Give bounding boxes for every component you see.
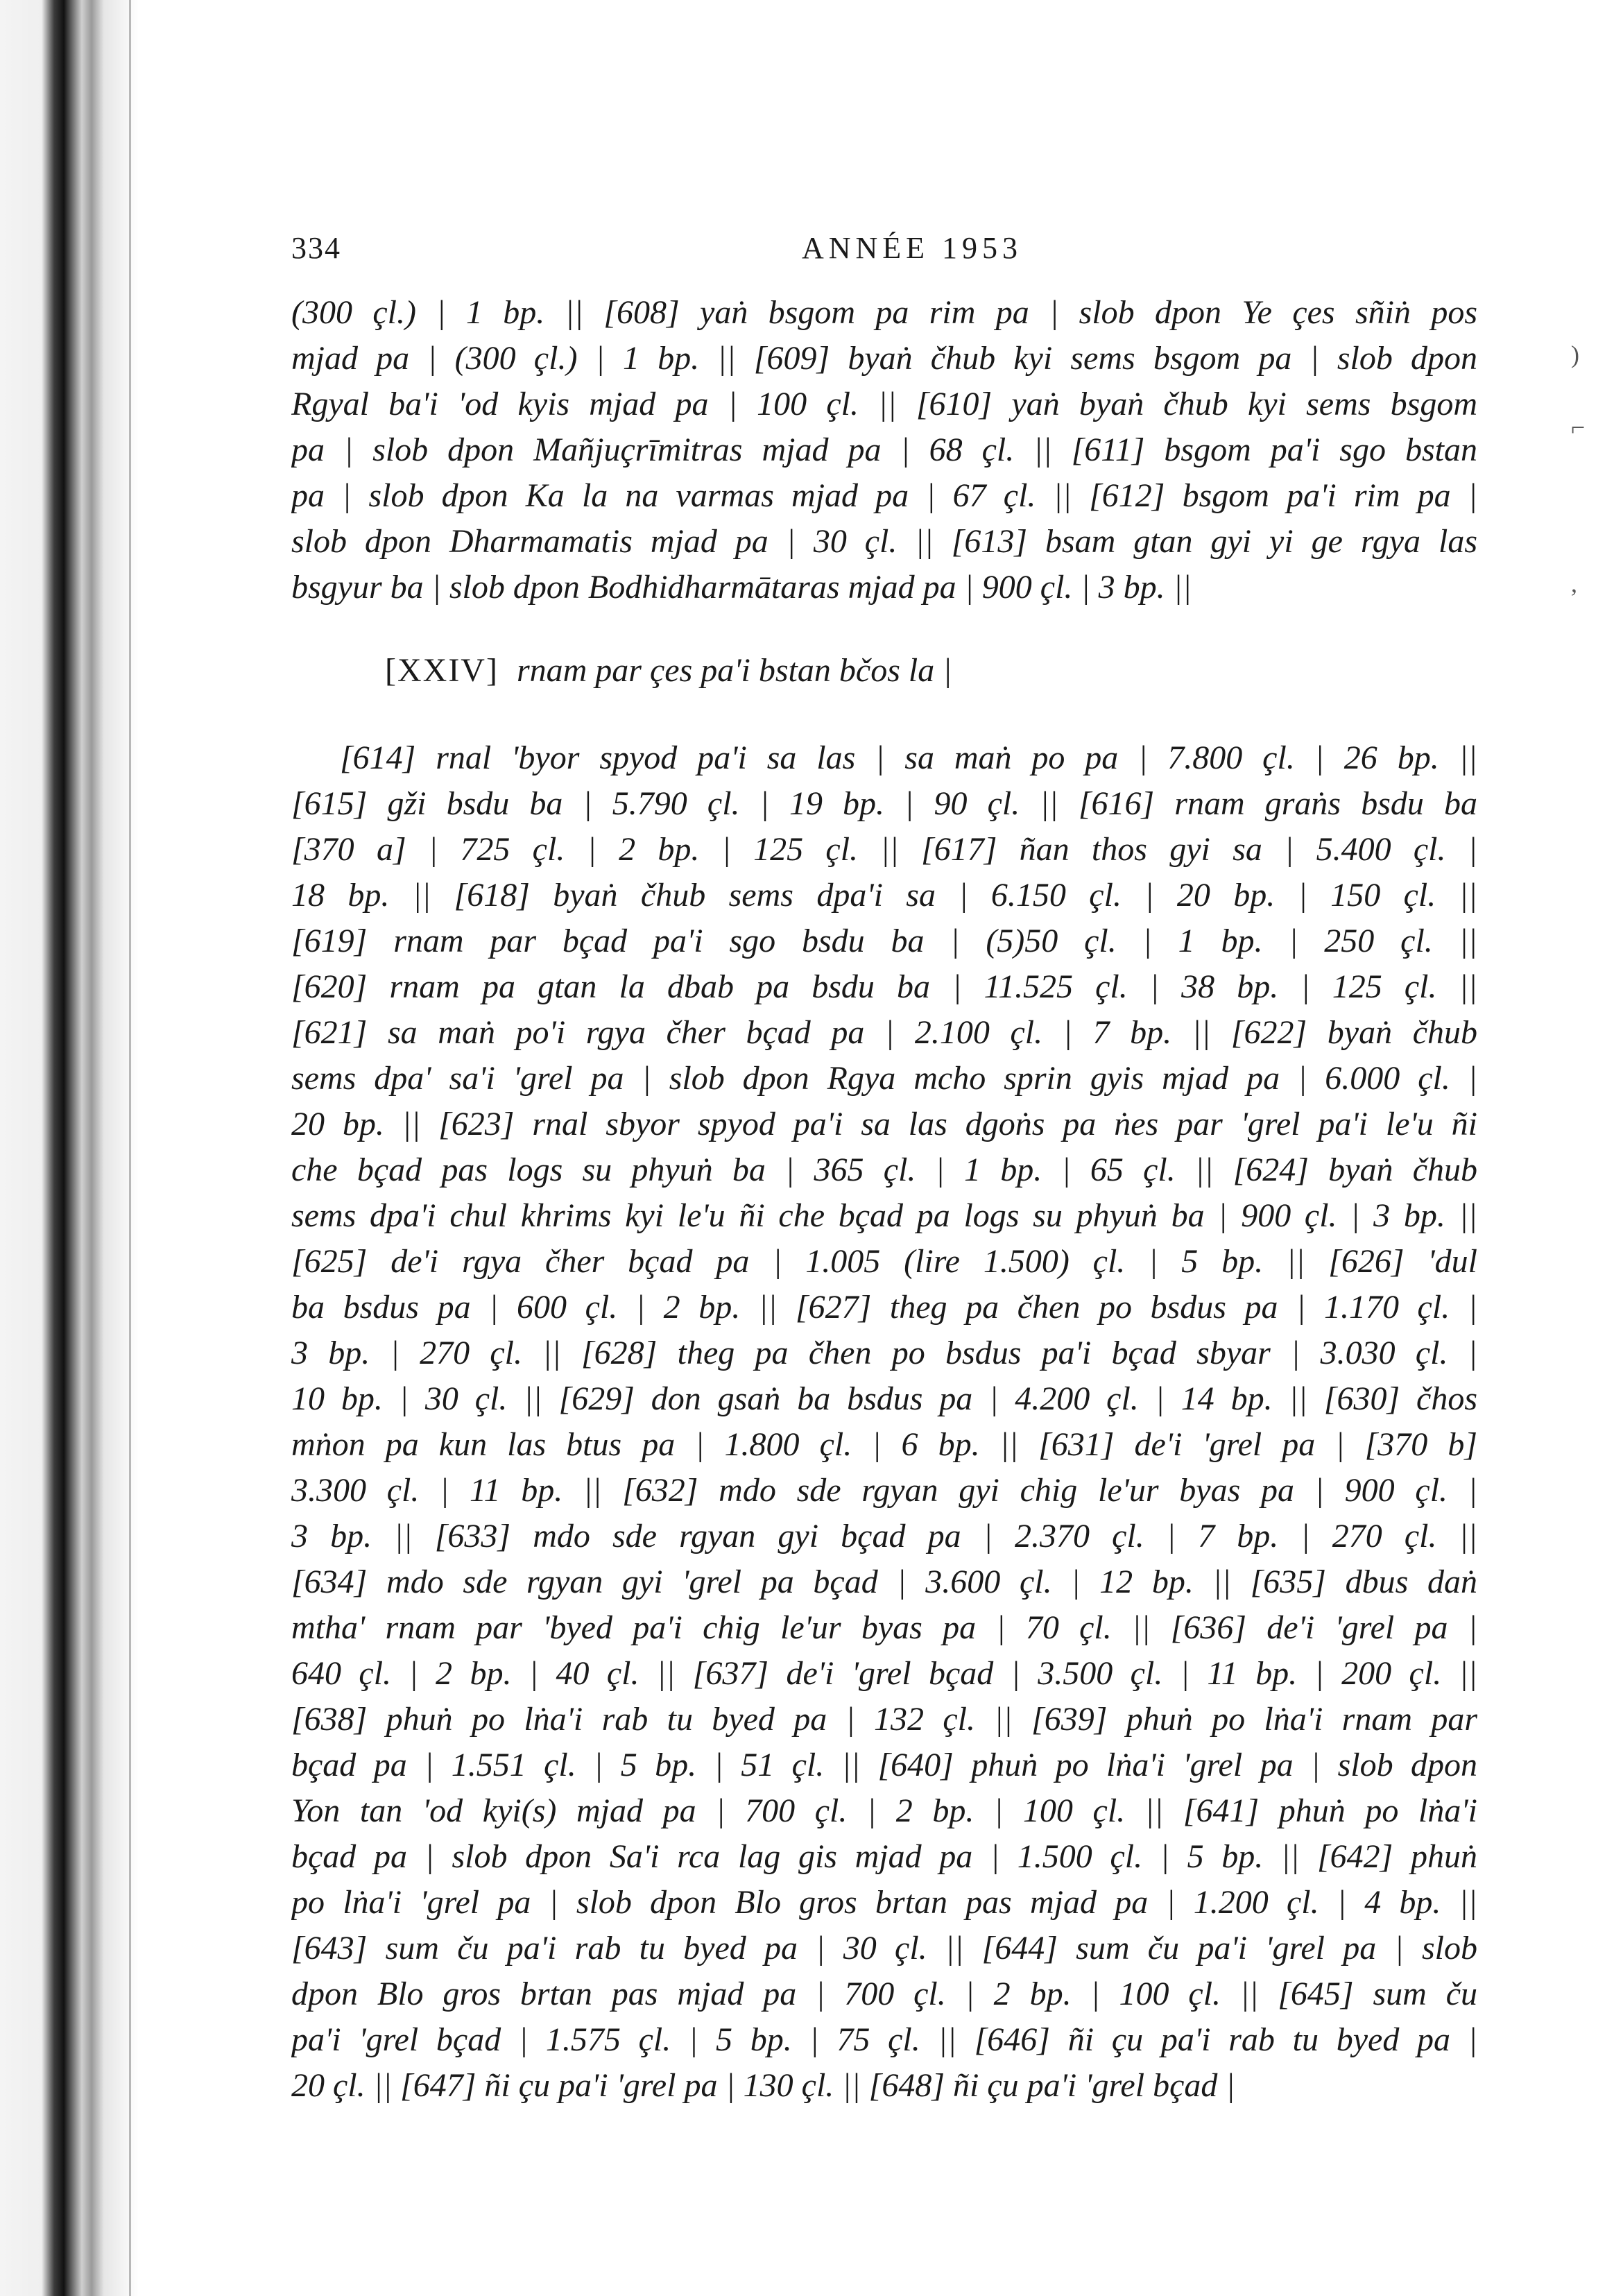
text-line: pa'i 'grel bçad | 1.575 çl. | 5 bp. | 75 çl. || [646] ñi çu pa'i rab tu byed pa |	[291, 2021, 1477, 2058]
text-line: [614] rnal 'byor spyod pa'i sa las | sa maṅ po pa | 7.800 çl. | 26 bp. ||	[340, 739, 1477, 776]
text-line: bçad pa | slob dpon Sa'i rca lag gis mjad pa | 1.500 çl. | 5 bp. || [642] phuṅ	[291, 1838, 1477, 1875]
text-line: mṅon pa kun las btus pa | 1.800 çl. | 6 bp. || [631] de'i 'grel pa | [370 b]	[291, 1426, 1477, 1463]
text-line: po lṅa'i 'grel pa | slob dpon Blo gros brtan pas mjad pa | 1.200 çl. | 4 bp. ||	[291, 1884, 1477, 1921]
text-line: 20 bp. || [623] rnal sbyor spyod pa'i sa las dgoṅs pa ṅes par 'grel pa'i le'u ñi	[291, 1106, 1477, 1142]
text-line: 3.300 çl. | 11 bp. || [632] mdo sde rgyan gyi chig le'ur byas pa | 900 çl. |	[291, 1472, 1477, 1509]
scan-edge-line	[129, 0, 131, 2296]
text-line: dpon Blo gros brtan pas mjad pa | 700 çl. | 2 bp. | 100 çl. || [645] sum ču	[291, 1976, 1477, 2012]
section-heading	[385, 646, 952, 695]
text-line: [625] de'i rgya čher bçad pa | 1.005 (lire 1.500) çl. | 5 bp. || [626] 'dul	[291, 1243, 1477, 1280]
text-line: [638] phuṅ po lṅa'i rab tu byed pa | 132 çl. || [639] phuṅ po lṅa'i rnam par	[291, 1701, 1477, 1738]
margin-mark: ⌐	[1571, 413, 1586, 441]
text-line: pa | slob dpon Ka la na varmas mjad pa | 67 çl. || [612] bsgom pa'i rim pa |	[291, 477, 1477, 514]
text-line: (300 çl.) | 1 bp. || [608] yaṅ bsgom pa rim pa | slob dpon Ye çes sñiṅ pos	[291, 294, 1477, 331]
section-title: rnam par çes pa'i bstan bčos la |	[516, 652, 952, 689]
margin-mark: ,	[1571, 569, 1577, 597]
text-line: 3 bp. || [633] mdo sde rgyan gyi bçad pa | 2.370 çl. | 7 bp. | 270 çl. ||	[291, 1518, 1477, 1554]
text-line: [370 a] | 725 çl. | 2 bp. | 125 çl. || [617] ñan thos gyi sa | 5.400 çl. |	[291, 831, 1477, 868]
text-block-top	[291, 290, 1477, 610]
text-line: 20 çl. || [647] ñi çu pa'i 'grel pa | 130 çl. || [648] ñi çu pa'i 'grel bçad |	[291, 2067, 1235, 2104]
text-line: [615] gži bsdu ba | 5.790 çl. | 19 bp. | 90 çl. || [616] rnam graṅs bsdu ba	[291, 785, 1477, 822]
scan-gutter-shadow	[0, 0, 139, 2296]
running-title: ANNÉE 1953	[801, 231, 1023, 265]
text-line: [620] rnam pa gtan la dbab pa bsdu ba | 11.525 çl. | 38 bp. | 125 çl. ||	[291, 968, 1477, 1005]
text-line: [643] sum ču pa'i rab tu byed pa | 30 çl. || [644] sum ču pa'i 'grel pa | slob	[291, 1930, 1477, 1967]
margin-mark: )	[1571, 341, 1579, 368]
text-line: 10 bp. | 30 çl. || [629] don gsaṅ ba bsdus pa | 4.200 çl. | 14 bp. || [630] čhos	[291, 1380, 1477, 1417]
text-line: [619] rnam par bçad pa'i sgo bsdu ba | (5)50 çl. | 1 bp. | 250 çl. ||	[291, 923, 1477, 959]
text-line: bçad pa | 1.551 çl. | 5 bp. | 51 çl. || [640] phuṅ po lṅa'i 'grel pa | slob dpon	[291, 1747, 1477, 1783]
text-line: sems dpa'i chul khrims kyi le'u ñi che bçad pa logs su phyuṅ ba | 900 çl. | 3 bp. ||	[291, 1197, 1477, 1234]
text-line: 18 bp. || [618] byaṅ čhub sems dpa'i sa | 6.150 çl. | 20 bp. | 150 çl. ||	[291, 877, 1477, 914]
section-number: [XXIV]	[385, 652, 499, 689]
text-line: mjad pa | (300 çl.) | 1 bp. || [609] byaṅ čhub kyi sems bsgom pa | slob dpon	[291, 340, 1477, 377]
text-line: bsgyur ba | slob dpon Bodhidharmātaras mjad pa | 900 çl. | 3 bp. ||	[291, 569, 1192, 606]
text-line: sems dpa' sa'i 'grel pa | slob dpon Rgya mcho sprin gyis mjad pa | 6.000 çl. |	[291, 1060, 1477, 1097]
text-line: Yon tan 'od kyi(s) mjad pa | 700 çl. | 2 bp. | 100 çl. || [641] phuṅ po lṅa'i	[291, 1792, 1477, 1829]
text-line: che bçad pas logs su phyuṅ ba | 365 çl. | 1 bp. | 65 çl. || [624] byaṅ čhub	[291, 1151, 1477, 1188]
text-line: pa | slob dpon Mañjuçrīmitras mjad pa | 68 çl. || [611] bsgom pa'i sgo bstan	[291, 431, 1477, 468]
page-header	[291, 230, 1533, 279]
page-number: 334	[291, 231, 341, 265]
text-line: mtha' rnam par 'byed pa'i chig le'ur byas pa | 70 çl. || [636] de'i 'grel pa |	[291, 1609, 1477, 1646]
text-line: [634] mdo sde rgyan gyi 'grel pa bçad | 3.600 çl. | 12 bp. || [635] dbus daṅ	[291, 1563, 1477, 1600]
text-line: [621] sa maṅ po'i rgya čher bçad pa | 2.100 çl. | 7 bp. || [622] byaṅ čhub	[291, 1014, 1477, 1051]
text-line: ba bsdus pa | 600 çl. | 2 bp. || [627] theg pa čhen po bsdus pa | 1.170 çl. |	[291, 1289, 1477, 1326]
text-line: slob dpon Dharmamatis mjad pa | 30 çl. || [613] bsam gtan gyi yi ge rgya las	[291, 523, 1477, 560]
text-block-main	[291, 735, 1477, 2109]
text-line: Rgyal ba'i 'od kyis mjad pa | 100 çl. || [610] yaṅ byaṅ čhub kyi sems bsgom	[291, 386, 1477, 422]
text-line: 640 çl. | 2 bp. | 40 çl. || [637] de'i 'grel bçad | 3.500 çl. | 11 bp. | 200 çl. ||	[291, 1655, 1477, 1692]
text-line: 3 bp. | 270 çl. || [628] theg pa čhen po bsdus pa'i bçad sbyar | 3.030 çl. |	[291, 1335, 1477, 1371]
